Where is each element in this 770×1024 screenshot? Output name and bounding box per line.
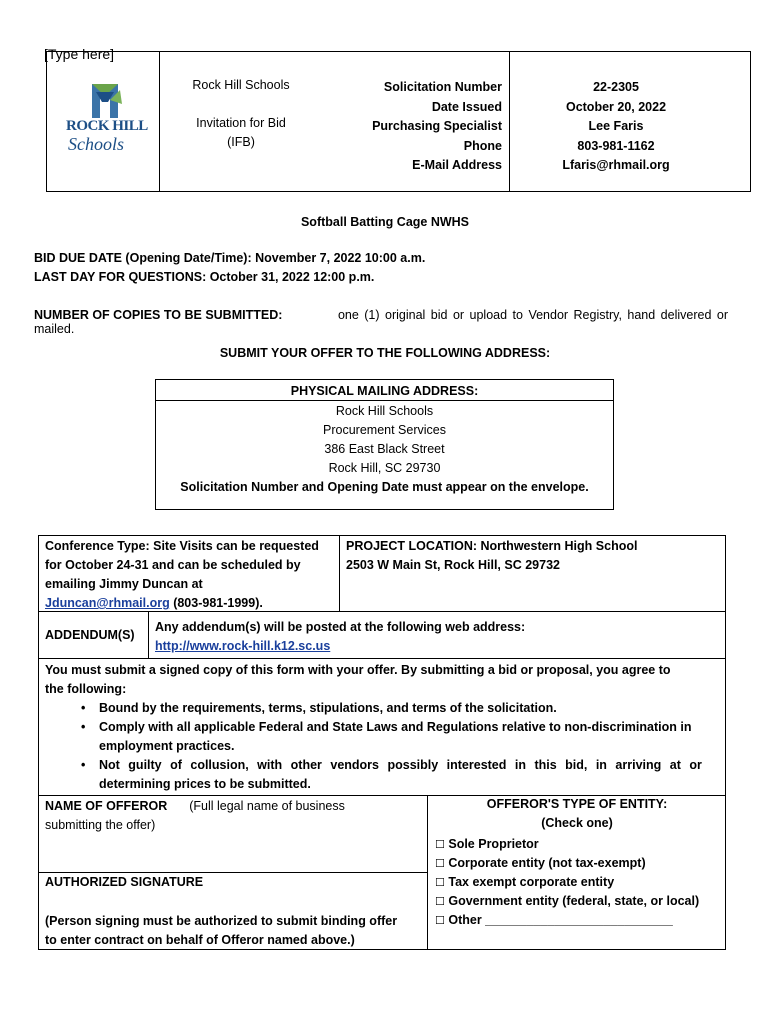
header-labels xyxy=(330,78,502,176)
list-item: • Bound by the requirements, terms, stipulations, and terms of the solicitation. xyxy=(81,701,557,715)
signature-note: (Person signing must be authorized to submit binding offer to enter contract on behalf of Offeror named above.) xyxy=(45,914,398,947)
conference-phone: (803-981-1999). xyxy=(169,596,263,610)
signature-label: AUTHORIZED SIGNATURE xyxy=(45,875,204,889)
entity-option-other[interactable]: ☐ Other ___________________________ xyxy=(435,913,673,927)
value-purchasing-specialist: Lee Faris xyxy=(588,119,644,133)
label-solicitation-number: Solicitation Number xyxy=(383,80,502,94)
copies-label: NUMBER OF COPIES TO BE SUBMITTED: xyxy=(34,308,283,322)
addendum-text: Any addendum(s) will be posted at the following web address: xyxy=(155,620,526,634)
entity-option-sole-proprietor[interactable]: ☐ Sole Proprietor xyxy=(435,837,539,851)
agreement-list xyxy=(45,699,720,794)
addendum-info xyxy=(155,618,723,656)
org-name: Rock Hill Schools xyxy=(192,78,290,92)
checkbox-icon[interactable]: ☐ xyxy=(435,895,445,908)
offeror-name-label: NAME OF OFFEROR xyxy=(45,799,168,813)
doc-abbr: (IFB) xyxy=(227,135,255,149)
agreement-intro-2: the following: xyxy=(45,682,127,696)
mailing-line: Rock Hill, SC 29730 xyxy=(328,461,441,475)
header-values xyxy=(510,78,722,176)
bid-due-date: BID DUE DATE (Opening Date/Time): November 7, 2022 10:00 a.m. xyxy=(34,251,426,265)
label-date-issued: Date Issued xyxy=(431,99,502,114)
entity-option-tax-exempt[interactable]: ☐ Tax exempt corporate entity xyxy=(435,875,615,889)
type-here-placeholder: [Type here] xyxy=(44,46,115,62)
copies-text-2: mailed. xyxy=(34,322,75,336)
signature-field[interactable] xyxy=(38,873,427,909)
mailing-line: 386 East Black Street xyxy=(324,442,445,456)
solicitation-title: Softball Batting Cage NWHS xyxy=(300,215,470,229)
mailing-heading: PHYSICAL MAILING ADDRESS: xyxy=(290,384,479,398)
entity-options xyxy=(435,835,725,930)
offeror-name-hint-2: submitting the offer) xyxy=(45,818,156,832)
addendum-url-link[interactable]: http://www.rock-hill.k12.sc.us xyxy=(155,639,331,653)
value-solicitation-number: 22-2305 xyxy=(593,80,639,94)
conference-line: for October 24-31 and can be scheduled by xyxy=(45,558,301,572)
conference-line: emailing Jimmy Duncan at xyxy=(45,577,203,591)
project-line: 2503 W Main St, Rock Hill, SC 29732 xyxy=(346,558,560,572)
mailing-note: Solicitation Number and Opening Date must appear on the envelope. xyxy=(180,480,589,494)
addendum-label: ADDENDUM(S) xyxy=(45,628,135,642)
checkbox-icon[interactable]: ☐ xyxy=(435,914,445,927)
conference-line: Conference Type: Site Visits can be requested xyxy=(45,539,319,553)
doc-type: Invitation for Bid xyxy=(196,116,286,130)
value-date-issued: October 20, 2022 xyxy=(565,99,667,114)
conference-info xyxy=(45,537,337,613)
mailing-line: Rock Hill Schools xyxy=(335,404,434,418)
entity-option-corporate[interactable]: ☐ Corporate entity (not tax-exempt) xyxy=(435,856,646,870)
submit-heading: SUBMIT YOUR OFFER TO THE FOLLOWING ADDRESS: xyxy=(219,346,551,360)
list-item: • Comply with all applicable Federal and State Laws and Regulations relative to non-discrimination in employment practices. xyxy=(81,720,692,753)
entity-heading: OFFEROR'S TYPE OF ENTITY: xyxy=(486,797,668,811)
label-phone: Phone xyxy=(463,138,502,153)
checkbox-icon[interactable]: ☐ xyxy=(435,857,445,870)
mailing-line: Procurement Services xyxy=(323,423,446,437)
rock-hill-schools-logo xyxy=(62,82,154,156)
copies-text: one (1) original bid or upload to Vendor Registry, hand delivered or xyxy=(337,308,728,322)
entity-subheading: (Check one) xyxy=(541,816,613,830)
entity-option-government[interactable]: ☐ Government entity (federal, state, or local) xyxy=(435,894,700,908)
value-email: Lfaris@rhmail.org xyxy=(562,158,670,172)
checkbox-icon[interactable]: ☐ xyxy=(435,876,445,889)
logo-line2: Schools xyxy=(68,134,124,154)
conference-email-link[interactable]: Jduncan@rhmail.org xyxy=(45,596,170,610)
agreement-section xyxy=(45,661,720,794)
copies-paragraph xyxy=(34,308,728,336)
offeror-name-cell[interactable] xyxy=(45,797,423,835)
value-phone: 803-981-1162 xyxy=(577,138,655,153)
agreement-intro: You must submit a signed copy of this form with your offer. By submitting a bid or proposal, you agree to xyxy=(45,663,671,677)
mailing-lines xyxy=(155,402,614,497)
offeror-name-hint: (Full legal name of business xyxy=(189,799,345,813)
last-day-questions: LAST DAY FOR QUESTIONS: October 31, 2022 12:00 p.m. xyxy=(34,270,375,284)
list-item: • Not guilty of collusion, with other vendors possibly interested in this bid, in arriving at or determining prices to be submitted. xyxy=(81,758,702,791)
label-purchasing-specialist: Purchasing Specialist xyxy=(372,119,502,133)
project-location xyxy=(346,537,724,575)
checkbox-icon[interactable]: ☐ xyxy=(435,838,445,851)
label-email: E-Mail Address xyxy=(412,158,502,172)
logo-line1: ROCK HILL xyxy=(66,118,148,134)
project-line: PROJECT LOCATION: Northwestern High School xyxy=(346,539,638,553)
